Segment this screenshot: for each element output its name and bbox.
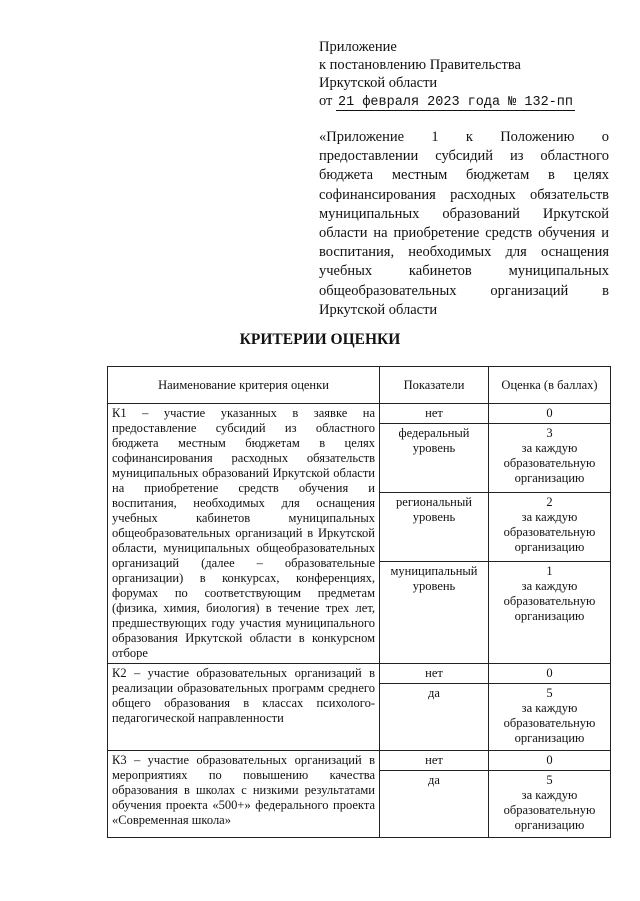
score-note: за каждую образовательную организацию [503,441,596,486]
score-cell [489,561,611,663]
score-value: 1 [546,563,553,578]
indicator-cell: муниципальный уровень [380,561,489,663]
score-cell [489,684,611,751]
indicator-cell: нет [380,404,489,424]
table-row [108,664,611,684]
appendix-line: к постановлению Правительства [319,57,521,73]
criterion-k3: К3 – участие образовательных организаций в мероприятиях по повышению качества образования в школах с низкими результатами обучения проекта «500+» федерального проекта «Современная школа» [108,751,380,838]
indicator-cell: да [380,771,489,838]
table-row [108,404,611,424]
score-value: 3 [546,426,553,441]
score-cell [489,751,611,771]
table-header-row [108,367,611,404]
score-cell [489,664,611,684]
score-value: 2 [546,495,553,510]
header-score: Оценка (в баллах) [489,367,611,404]
appendix-1-text: «Приложение 1 к Положению о предоставлении субсидий из областного бюджета местным бюджетам в целях софинансирования расходных обязательств муниципальных образований Иркутской области на приобретение средств обучения и воспитания, необходимых для оснащения учебных кабинетов муниципальных общеобразовательных организаций в Иркутской области [319,129,609,318]
indicator-cell: да [380,684,489,751]
appendix-line: Приложение [319,39,397,55]
indicator-cell: нет [380,664,489,684]
score-value: 0 [546,753,553,767]
score-note: за каждую образовательную организацию [503,510,596,555]
score-cell [489,404,611,424]
score-note: за каждую образовательную организацию [503,578,596,623]
score-value: 0 [546,666,553,680]
criterion-k1: К1 – участие указанных в заявке на предоставление субсидий из областного бюджета местным бюджетам в целях софинансирования расходных обязательств муниципальных образований Иркутской области на приобретение средств обучения и воспитания, необходимых для оснащения учебных кабинетов муниципальных общеобразовательных организаций в Иркутской области, муниципальных общеобразовательных организаций (далее – образовательные организации) в конкурсах, конференциях, форумах по соответствующим предметам (физика, химия, биология) в течение трех лет, предшествующих году участия муниципального образования Иркутской области в конкурсном отборе [108,404,380,664]
date-prefix: от [319,93,333,109]
header-indicators: Показатели [380,367,489,404]
score-cell [489,771,611,838]
score-note: за каждую образовательную организацию [503,788,596,832]
score-value: 0 [546,406,553,420]
document-title: КРИТЕРИИ ОЦЕНКИ [239,331,401,348]
header-criterion: Наименование критерия оценки [108,367,380,404]
score-value: 5 [546,686,553,700]
score-cell [489,424,611,493]
score-value: 5 [546,773,553,787]
indicator-cell: нет [380,751,489,771]
score-note: за каждую образовательную организацию [503,701,596,745]
date-value: 21 февраля 2023 года № 132-пп [338,95,573,110]
appendix-date [319,92,575,112]
appendix-header [319,38,575,112]
criterion-k2: К2 – участие образовательных организаций в реализации образовательных программ среднего общего образования в классах психолого-педагогической направленности [108,664,380,751]
indicator-cell: региональный уровень [380,493,489,562]
appendix-line: Иркутской области [319,75,438,91]
table-row [108,751,611,771]
indicator-cell: федеральный уровень [380,424,489,493]
score-cell [489,493,611,562]
criteria-table [107,366,611,838]
